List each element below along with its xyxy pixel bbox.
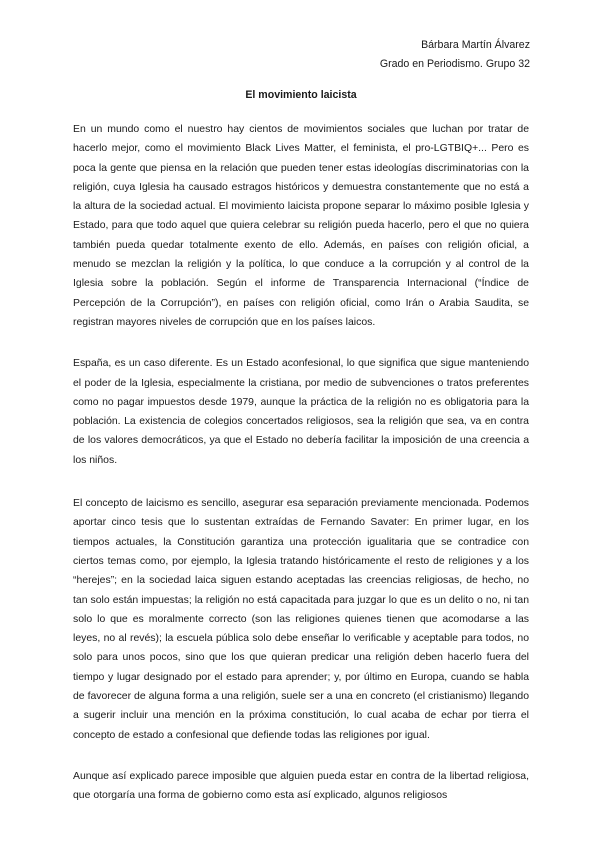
document-body <box>73 120 529 806</box>
document-title: El movimiento laicista <box>245 89 357 101</box>
paragraph-2: España, es un caso diferente. Es un Estado aconfesional, lo que significa que sigue manteniendo el poder de la Iglesia, especialmente la cristiana, por medio de subvenciones o tratos preferentes como no pagar impuestos desde 1979, aunque la práctica de la religión no es obligatoria para la población. La existencia de colegios concertados religiosos, sea la religión que sea, va en contra de los valores democráticos, ya que el Estado no debería facilitar la imposición de una creencia a los niños. <box>73 358 529 466</box>
paragraph-1: En un mundo como el nuestro hay cientos de movimientos sociales que luchan por tratar de hacerlo mejor, como el movimiento Black Lives Matter, el feminista, el pro-LGTBIQ+... Pero es poca la gente que piensa en la relación que pueden tener estas ideologías discriminatorias con la religión, cuya Iglesia ha causado estragos históricos y demuestra constantemente que no está a la altura de la sociedad actual. El movimiento laicista propone separar lo máximo posible Iglesia y Estado, para que todo aquel que quiera celebrar su religión pueda hacerlo, pero el que no quiera también pueda quedar totalmente exento de ello. Además, en países con religión oficial, a menudo se mezclan la religión y la política, lo que conduce a la corrupción y al control de la Iglesia sobre la población. Según el informe de Transparencia Internacional (“Índice de Percepción de la Corrupción”), en países con religión oficial, como Irán o Arabia Saudita, se registran mayores niveles de corrupción que en los países laicos. <box>73 124 529 328</box>
author-name: Bárbara Martín Álvarez <box>421 39 530 51</box>
paragraph-4: Aunque así explicado parece imposible que alguien pueda estar en contra de la libertad religiosa, que otorgaría una forma de gobierno como esta así explicado, algunos religiosos <box>73 770 529 802</box>
paragraph-3: El concepto de laicismo es sencillo, asegurar esa separación previamente mencionada. Podemos aportar cinco tesis que lo sustentan extraídas de Fernando Savater: En primer lugar, en los tiempos actuales, la Constitución garantiza una protección igualitaria que se contradice con ciertos temas como, por ejemplo, la Iglesia tratando históricamente el resto de religiones y a los “herejes”; en la sociedad laica siguen estando aceptadas las creencias religiosas, de hecho, no tan solo están impuestas; la religión no está capacitada para juzgar lo que es un delito o no, ni tan solo lo que es moralmente correcto (son las religiones quienes tienen que acomodarse a las leyes, no al revés); la escuela pública solo debe enseñar lo verificable y aceptable para todos, no solo para unos pocos, sino que los que quieran predicar una religión deben hacerlo fuera del tiempo y lugar designado por el estado para aprender; y, por último en Europa, cuando se habla de favorecer de alguna forma a una religión, suele ser a una en concreto (el cristianismo) llegando a sugerir incluir una mención en la próxima constitución, lo cual acaba de echar por tierra el concepto de estado a confesional que defiende todas las religiones por igual. <box>73 498 529 741</box>
document-header <box>73 36 530 74</box>
course-info: Grado en Periodismo. Grupo 32 <box>379 58 530 70</box>
